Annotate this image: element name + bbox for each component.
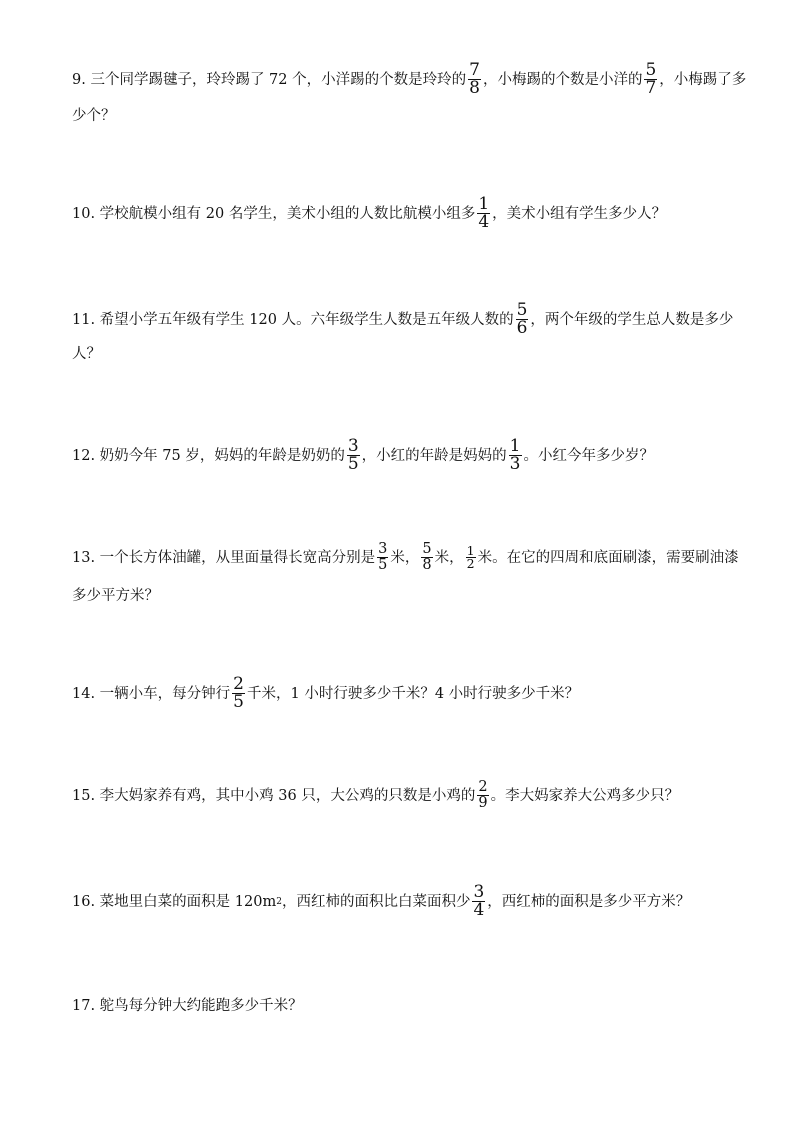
fraction <box>232 676 245 711</box>
question-text: 千米，1 小时行驶多少千米？4 小时行驶多少千米？ <box>247 685 580 702</box>
fraction-numerator: 1 <box>478 194 490 214</box>
fraction-numerator: 3 <box>347 436 359 456</box>
question-text: 。李大妈家养大公鸡多少只？ <box>490 787 680 804</box>
fraction-denominator: 7 <box>645 78 657 98</box>
fraction <box>347 438 360 473</box>
question-text: ，美术小组有学生多少人？ <box>492 205 667 222</box>
question-text: ，小梅踢了多 <box>659 71 747 88</box>
question-line <box>72 344 101 364</box>
fraction <box>466 545 476 570</box>
question-text: 希望小学五年级有学生 120 人。六年级学生人数是五年级人数的 <box>99 311 514 328</box>
fraction-denominator: 4 <box>478 212 490 232</box>
fraction <box>509 438 522 473</box>
question-text: ，西红柿的面积比白菜面积少 <box>281 893 471 910</box>
question-number: 15. <box>72 787 96 804</box>
fraction-denominator: 5 <box>378 557 388 573</box>
question-number: 14. <box>72 685 96 702</box>
question-text: 学校航模小组有 20 名学生，美术小组的人数比航模小组多 <box>99 205 476 222</box>
question-line <box>72 302 733 337</box>
question-text: ，小红的年龄是妈妈的 <box>361 447 507 464</box>
question-line <box>72 780 679 811</box>
fraction-numerator: 1 <box>466 543 475 558</box>
question-text: ，小梅踢的个数是小洋的 <box>482 71 643 88</box>
fraction <box>644 62 657 97</box>
fraction-denominator: 6 <box>516 318 528 338</box>
question-line <box>72 542 739 573</box>
question-text: 一辆小车，每分钟行 <box>99 685 231 702</box>
question-text: 米， <box>434 549 464 566</box>
question-line: 16. 菜地里白菜的面积是 120m 2 ，西红柿的面积比白菜面积少 $\frac{3}{4}$ ，西红柿的面积是多少平方米？ <box>72 882 691 920</box>
fraction-denominator: 8 <box>422 557 432 573</box>
question-number: 11. <box>72 311 96 328</box>
fraction-numerator: 3 <box>378 541 388 557</box>
fraction <box>516 302 529 337</box>
fraction <box>472 884 485 919</box>
fraction-numerator: 5 <box>422 541 432 557</box>
question-text: 人？ <box>72 346 101 362</box>
fraction-numerator: 2 <box>478 779 488 795</box>
question-text: 一个长方体油罐，从里面量得长宽高分别是 <box>99 549 376 566</box>
fraction-numerator: 1 <box>509 436 521 456</box>
question-text: 米。在它的四周和底面刷漆，需要刷油漆 <box>477 549 739 566</box>
question-number: 13. <box>72 549 96 566</box>
question-text: 李大妈家养有鸡，其中小鸡 36 只，大公鸡的只数是小鸡的 <box>99 787 476 804</box>
question-text: 少个？ <box>72 108 116 124</box>
fraction-denominator: 4 <box>473 900 485 920</box>
question-line <box>72 106 116 126</box>
fraction <box>477 196 490 231</box>
question-number: 12. <box>72 447 96 464</box>
fraction-denominator: 9 <box>478 795 488 811</box>
question-text: 。小红今年多少岁？ <box>523 447 654 464</box>
question-line <box>72 586 159 606</box>
question-text: ，西红柿的面积是多少平方米？ <box>487 893 691 910</box>
fraction-numerator: 7 <box>469 60 480 80</box>
question-line <box>72 676 579 711</box>
fraction-denominator: 3 <box>509 454 521 474</box>
question-text: ，两个年级的学生总人数是多少 <box>530 311 734 328</box>
question-text: 三个同学踢毽子，玲玲踢了 72 个，小洋踢的个数是玲玲的 <box>90 71 467 88</box>
fraction <box>377 542 388 573</box>
fraction-numerator: 2 <box>233 674 244 694</box>
question-number: 9. <box>72 71 86 88</box>
question-number: 17. <box>72 998 96 1014</box>
fraction-numerator: 5 <box>645 60 657 80</box>
fraction-denominator: 8 <box>469 78 480 98</box>
question-line <box>72 996 303 1016</box>
question-line <box>72 438 654 473</box>
question-text: 菜地里白菜的面积是 120m <box>99 893 277 910</box>
question-text: 奶奶今年 75 岁，妈妈的年龄是奶奶的 <box>99 447 345 464</box>
question-line <box>72 196 666 231</box>
question-line <box>72 62 746 97</box>
fraction-numerator: 3 <box>473 882 485 902</box>
question-text: 鸵鸟每分钟大约能跑多少千米？ <box>99 998 303 1014</box>
fraction-denominator: 5 <box>233 692 244 712</box>
question-text: 多少平方米？ <box>72 588 159 604</box>
question-text: 米， <box>390 549 420 566</box>
fraction-denominator: 2 <box>466 556 475 571</box>
fraction <box>477 780 488 811</box>
fraction <box>421 542 432 573</box>
question-number: 16. <box>72 893 96 910</box>
fraction <box>468 62 481 97</box>
question-number: 10. <box>72 205 96 222</box>
fraction-denominator: 5 <box>347 454 359 474</box>
fraction-numerator: 5 <box>516 300 528 320</box>
